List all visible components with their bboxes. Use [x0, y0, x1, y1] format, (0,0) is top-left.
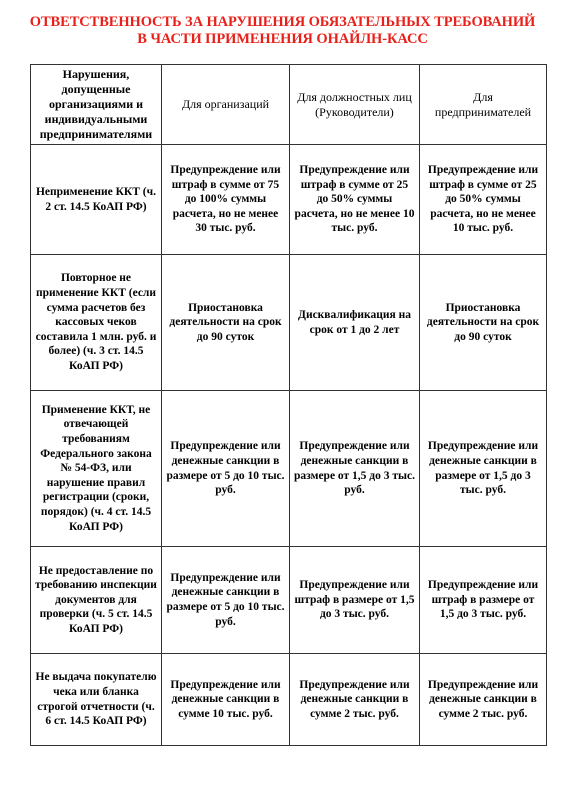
- official-penalty-cell: Предупреждение или штраф в размере от 1,5 до 3 тыс. руб.: [290, 547, 420, 654]
- violation-cell: Повторное не применение ККТ (если сумма расчетов без кассовых чеков составила 1 млн. руб. и более) (ч. 3 ст. 14.5 КоАП РФ): [31, 255, 162, 391]
- org-penalty-cell: Предупреждение или штраф в сумме от 75 до 100% суммы расчета, но не менее 30 тыс. руб.: [162, 145, 290, 255]
- entrepreneur-penalty-cell: Приостановка деятельности на срок до 90 суток: [420, 255, 547, 391]
- entrepreneur-penalty-cell: Предупреждение или денежные санкции в сумме 2 тыс. руб.: [420, 654, 547, 746]
- org-penalty-cell: Предупреждение или денежные санкции в размере от 5 до 10 тыс. руб.: [162, 547, 290, 654]
- entrepreneur-penalty-cell: Предупреждение или денежные санкции в размере от 1,5 до 3 тыс. руб.: [420, 391, 547, 547]
- org-penalty-cell: Предупреждение или денежные санкции в сумме 10 тыс. руб.: [162, 654, 290, 746]
- header-violation: Нарушения, допущенные организациями и индивидуальными предпринимателями: [31, 65, 162, 145]
- entrepreneur-penalty-cell: Предупреждение или штраф в сумме от 25 до 50% суммы расчета, но не менее 10 тыс. руб.: [420, 145, 547, 255]
- violation-cell: Неприменение ККТ (ч. 2 ст. 14.5 КоАП РФ): [31, 145, 162, 255]
- title-line-1: ОТВЕТСТВЕННОСТЬ ЗА НАРУШЕНИЯ ОБЯЗАТЕЛЬНЫХ ТРЕБОВАНИЙ: [29, 14, 536, 30]
- violation-cell: Не выдача покупателю чека или бланка строгой отчетности (ч. 6 ст. 14.5 КоАП РФ): [31, 654, 162, 746]
- official-penalty-cell: Предупреждение или денежные санкции в размере от 1,5 до 3 тыс. руб.: [290, 391, 420, 547]
- official-penalty-cell: Предупреждение или штраф в сумме от 25 до 50% суммы расчета, но не менее 10 тыс. руб.: [290, 145, 420, 255]
- header-officials: Для должностных лиц (Руководители): [290, 65, 420, 145]
- official-penalty-cell: Дисквалификация на срок от 1 до 2 лет: [290, 255, 420, 391]
- table-row: [31, 654, 547, 746]
- table-row: [31, 255, 547, 391]
- header-organizations: Для организаций: [162, 65, 290, 145]
- document-title: [0, 14, 565, 48]
- official-penalty-cell: Предупреждение или денежные санкции в сумме 2 тыс. руб.: [290, 654, 420, 746]
- org-penalty-cell: Предупреждение или денежные санкции в размере от 5 до 10 тыс. руб.: [162, 391, 290, 547]
- entrepreneur-penalty-cell: Предупреждение или штраф в размере от 1,5 до 3 тыс. руб.: [420, 547, 547, 654]
- table-row: [31, 145, 547, 255]
- table-header-row: [31, 65, 547, 145]
- violation-cell: Применение ККТ, не отвечающей требованиям Федерального закона № 54-ФЗ, или нарушение правил регистрации (сроки, порядок) (ч. 4 ст. 14.5 КоАП РФ): [31, 391, 162, 547]
- liability-table: [30, 64, 547, 746]
- table-row: [31, 391, 547, 547]
- violation-cell: Не предоставление по требованию инспекции документов для проверки (ч. 5 ст. 14.5 КоАП РФ): [31, 547, 162, 654]
- org-penalty-cell: Приостановка деятельности на срок до 90 суток: [162, 255, 290, 391]
- header-entrepreneurs: Для предпринимателей: [420, 65, 547, 145]
- title-line-2: В ЧАСТИ ПРИМЕНЕНИЯ ОНАЙЛН-КАСС: [137, 31, 428, 47]
- table-row: [31, 547, 547, 654]
